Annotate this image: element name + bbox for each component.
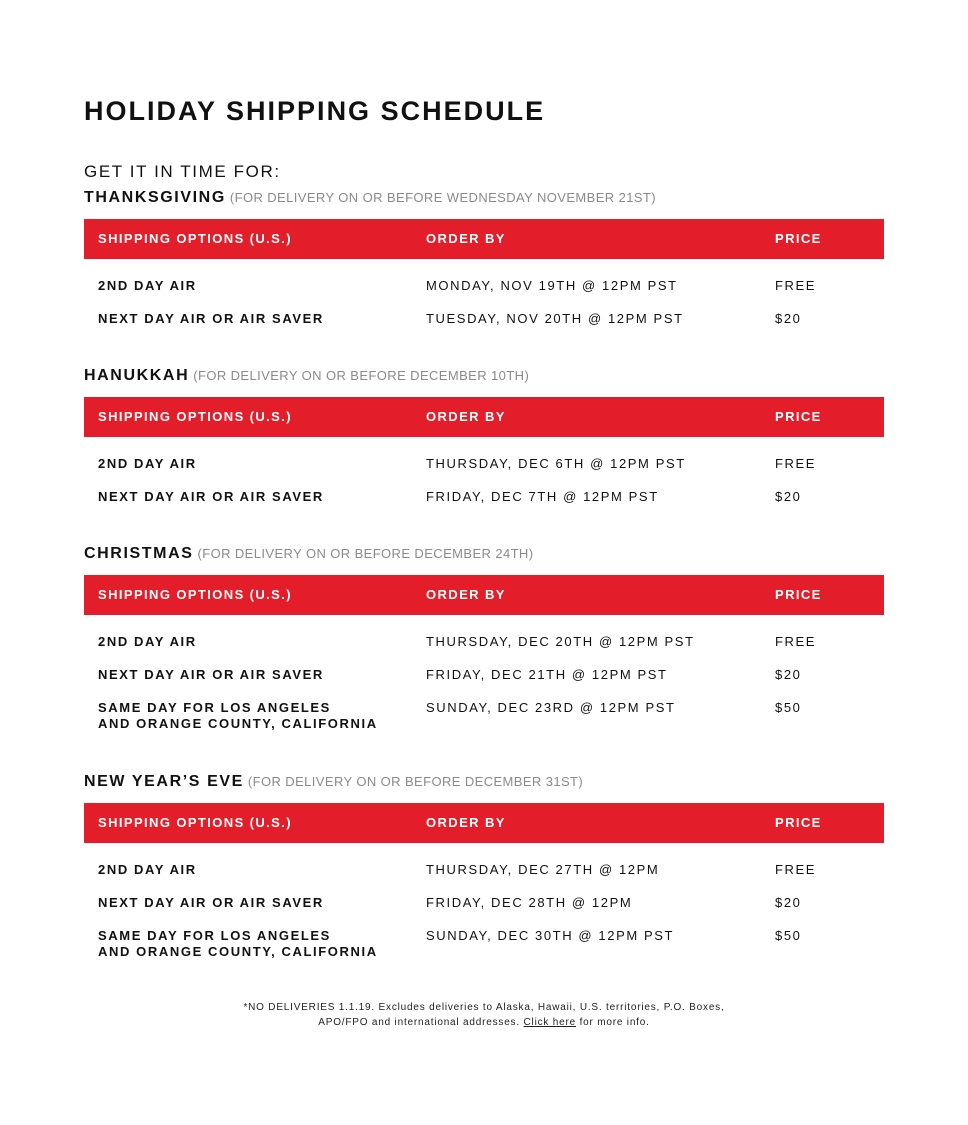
row-option: 2ND DAY AIR bbox=[98, 862, 197, 877]
row-option-line2: AND ORANGE COUNTY, CALIFORNIA bbox=[98, 716, 378, 731]
row-option bbox=[98, 700, 378, 732]
row-price: $50 bbox=[775, 700, 802, 715]
row-order-by: MONDAY, NOV 19TH @ 12PM PST bbox=[426, 278, 678, 293]
row-price: FREE bbox=[775, 456, 817, 471]
header-price: PRICE bbox=[775, 409, 822, 424]
footnote-line1: *NO DELIVERIES 1.1.19. Excludes deliveries to Alaska, Hawaii, U.S. territories, P.O. Boxes, bbox=[243, 1002, 725, 1013]
header-price: PRICE bbox=[775, 815, 822, 830]
table-row bbox=[84, 862, 884, 895]
table-row bbox=[84, 278, 884, 311]
row-order-by: THURSDAY, DEC 27TH @ 12PM bbox=[426, 862, 660, 877]
section-new-years-eve bbox=[84, 772, 884, 968]
table-body bbox=[84, 437, 884, 522]
header-order-by: ORDER BY bbox=[426, 409, 506, 424]
row-option: NEXT DAY AIR OR AIR SAVER bbox=[98, 311, 324, 326]
section-note: (FOR DELIVERY ON OR BEFORE DECEMBER 31ST) bbox=[247, 774, 584, 789]
section-hanukkah bbox=[84, 366, 884, 522]
table-row bbox=[84, 928, 884, 968]
section-note: (FOR DELIVERY ON OR BEFORE WEDNESDAY NOVEMBER 21ST) bbox=[229, 190, 657, 205]
header-order-by: ORDER BY bbox=[426, 815, 506, 830]
section-christmas bbox=[84, 544, 884, 740]
row-order-by: FRIDAY, DEC 21TH @ 12PM PST bbox=[426, 667, 668, 682]
row-order-by: FRIDAY, DEC 7TH @ 12PM PST bbox=[426, 489, 659, 504]
page-title: HOLIDAY SHIPPING SCHEDULE bbox=[84, 96, 546, 126]
row-price: FREE bbox=[775, 278, 817, 293]
row-option: NEXT DAY AIR OR AIR SAVER bbox=[98, 667, 324, 682]
table-body bbox=[84, 259, 884, 344]
section-header bbox=[84, 772, 884, 792]
row-order-by: SUNDAY, DEC 30TH @ 12PM PST bbox=[426, 928, 675, 943]
header-order-by: ORDER BY bbox=[426, 231, 506, 246]
row-option-line2: AND ORANGE COUNTY, CALIFORNIA bbox=[98, 944, 378, 959]
row-price: FREE bbox=[775, 634, 817, 649]
row-option: 2ND DAY AIR bbox=[98, 634, 197, 649]
table-row bbox=[84, 667, 884, 700]
header-shipping-options: SHIPPING OPTIONS (U.S.) bbox=[98, 587, 292, 602]
footnote bbox=[0, 1000, 968, 1030]
table-row bbox=[84, 311, 884, 344]
section-header bbox=[84, 366, 884, 386]
section-name: HANUKKAH bbox=[84, 367, 190, 384]
row-price: $20 bbox=[775, 489, 802, 504]
header-shipping-options: SHIPPING OPTIONS (U.S.) bbox=[98, 815, 292, 830]
row-price: $20 bbox=[775, 311, 802, 326]
row-order-by: FRIDAY, DEC 28TH @ 12PM bbox=[426, 895, 633, 910]
table-row bbox=[84, 456, 884, 489]
row-option: NEXT DAY AIR OR AIR SAVER bbox=[98, 895, 324, 910]
click-here-link[interactable]: Click here bbox=[523, 1017, 576, 1028]
row-price: $50 bbox=[775, 928, 802, 943]
section-thanksgiving bbox=[84, 188, 884, 344]
section-note: (FOR DELIVERY ON OR BEFORE DECEMBER 10TH) bbox=[193, 368, 530, 383]
footnote-line2 bbox=[0, 1015, 968, 1030]
row-order-by: SUNDAY, DEC 23RD @ 12PM PST bbox=[426, 700, 676, 715]
row-option-line1: SAME DAY FOR LOS ANGELES bbox=[98, 700, 331, 715]
row-order-by: THURSDAY, DEC 6TH @ 12PM PST bbox=[426, 456, 686, 471]
row-price: FREE bbox=[775, 862, 817, 877]
table-row bbox=[84, 895, 884, 928]
header-price: PRICE bbox=[775, 587, 822, 602]
row-option-line1: SAME DAY FOR LOS ANGELES bbox=[98, 928, 331, 943]
row-option: 2ND DAY AIR bbox=[98, 278, 197, 293]
table-body bbox=[84, 843, 884, 968]
section-header bbox=[84, 188, 884, 208]
table-row bbox=[84, 700, 884, 740]
footnote-text: APO/FPO and international addresses. bbox=[318, 1017, 520, 1028]
row-option: NEXT DAY AIR OR AIR SAVER bbox=[98, 489, 324, 504]
table-header bbox=[84, 397, 884, 437]
header-price: PRICE bbox=[775, 231, 822, 246]
row-option bbox=[98, 928, 378, 960]
table-row bbox=[84, 489, 884, 522]
table-header bbox=[84, 575, 884, 615]
row-order-by: TUESDAY, NOV 20TH @ 12PM PST bbox=[426, 311, 684, 326]
table-row bbox=[84, 634, 884, 667]
table-header bbox=[84, 219, 884, 259]
section-name: CHRISTMAS bbox=[84, 545, 194, 562]
table-body bbox=[84, 615, 884, 740]
section-name: NEW YEAR’S EVE bbox=[84, 773, 244, 790]
row-price: $20 bbox=[775, 895, 802, 910]
header-shipping-options: SHIPPING OPTIONS (U.S.) bbox=[98, 409, 292, 424]
section-header bbox=[84, 544, 884, 564]
table-header bbox=[84, 803, 884, 843]
section-note: (FOR DELIVERY ON OR BEFORE DECEMBER 24TH) bbox=[197, 546, 534, 561]
intro-heading: GET IT IN TIME FOR: bbox=[84, 162, 281, 181]
header-order-by: ORDER BY bbox=[426, 587, 506, 602]
section-name: THANKSGIVING bbox=[84, 189, 226, 206]
row-order-by: THURSDAY, DEC 20TH @ 12PM PST bbox=[426, 634, 695, 649]
row-price: $20 bbox=[775, 667, 802, 682]
row-option: 2ND DAY AIR bbox=[98, 456, 197, 471]
header-shipping-options: SHIPPING OPTIONS (U.S.) bbox=[98, 231, 292, 246]
footnote-text-end: for more info. bbox=[579, 1017, 650, 1028]
